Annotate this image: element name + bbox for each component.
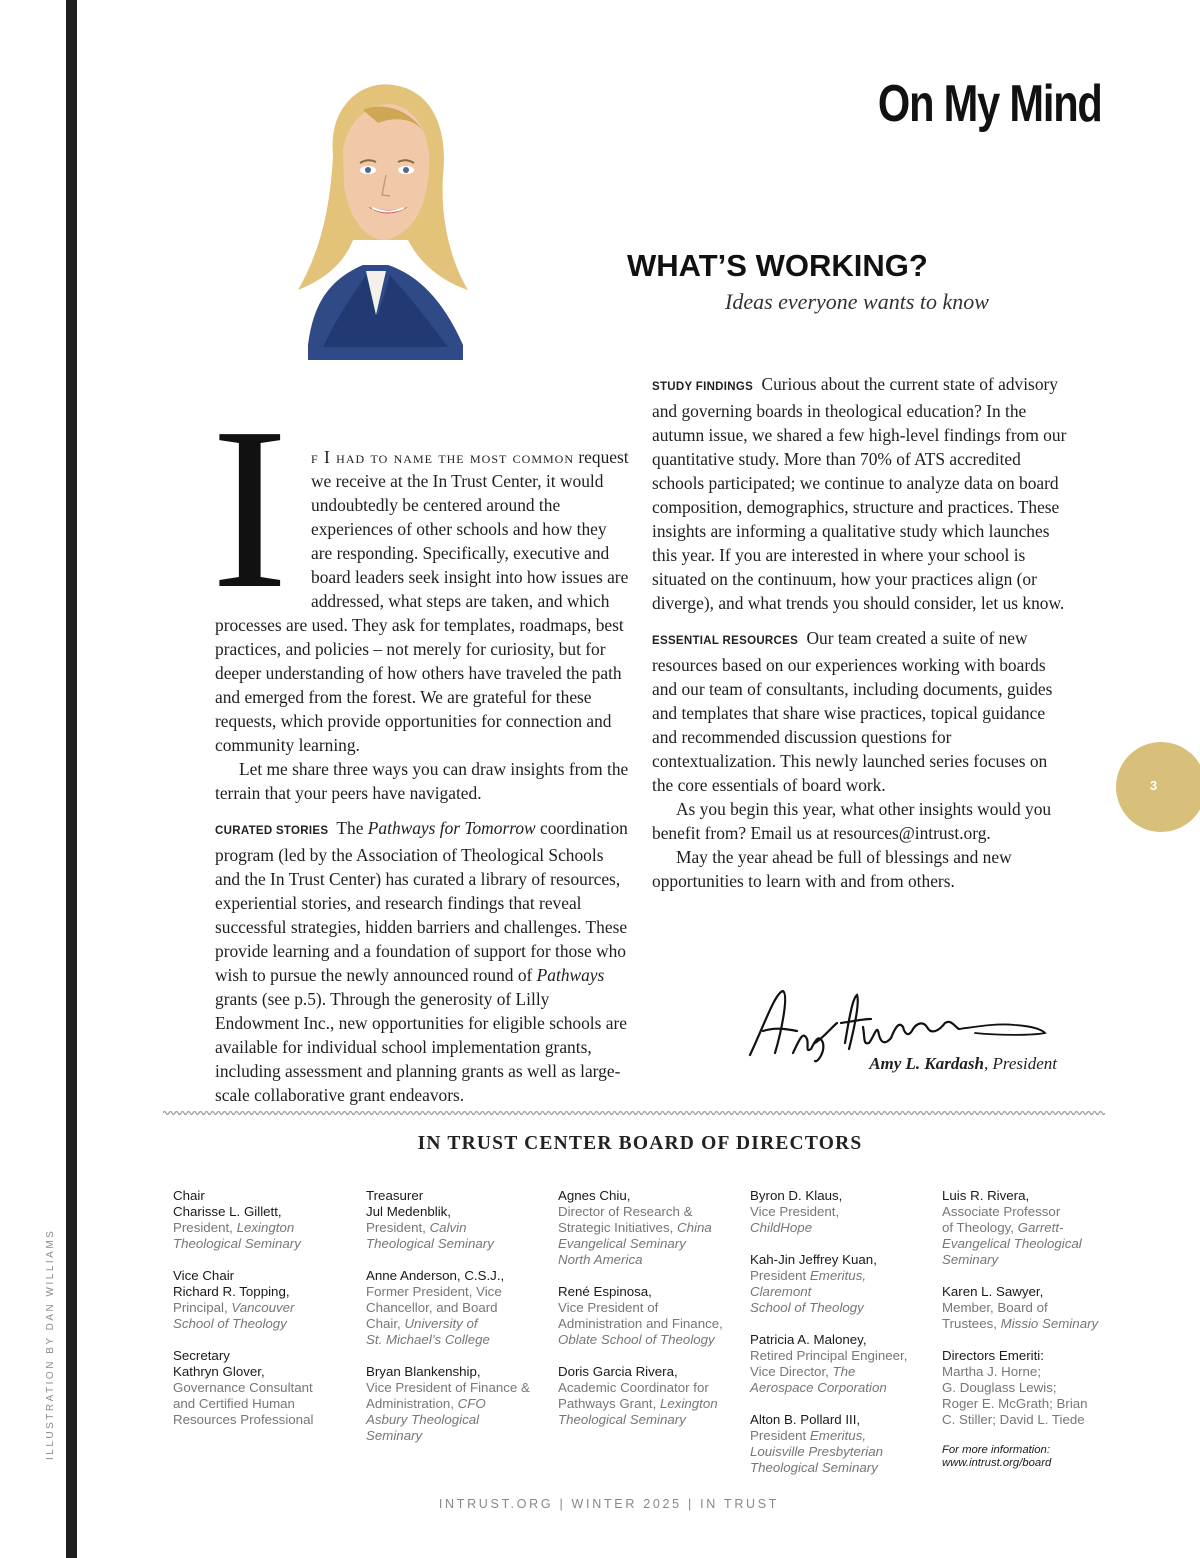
illustration-credit: ILLUSTRATION BY DAN WILLIAMS (45, 1228, 56, 1460)
board-member: Agnes Chiu, Director of Research & Strategic Initiatives, China Evangelical Seminary North America (558, 1188, 712, 1267)
board-member: Kah-Jin Jeffrey Kuan, President Emeritus, Claremont School of Theology (750, 1252, 877, 1315)
board-member: Karen L. Sawyer, Member, Board of Trustees, Missio Seminary (942, 1284, 1099, 1331)
board-member: Bryan Blankenship, Vice President of Finance & Administration, CFO Asbury Theological Seminary (366, 1364, 530, 1443)
board-column-3 (558, 1188, 736, 1444)
more-info-note: For more information: www.intrust.org/board (942, 1444, 1120, 1469)
board-member: Luis R. Rivera, Associate Professor of Theology, Garrett- Evangelical Theological Seminary (942, 1188, 1082, 1267)
signature-caption (869, 1054, 1057, 1074)
page-number-tab (1116, 742, 1200, 832)
signer-title: , President (983, 1054, 1057, 1073)
runin-essential-resources: ESSENTIAL RESOURCES (652, 635, 799, 647)
board-member: Chair Charisse L. Gillett, President, Lexington Theological Seminary (173, 1188, 301, 1251)
board-heading: IN TRUST CENTER BOARD OF DIRECTORS (417, 1133, 863, 1154)
section-curated-stories: CURATED STORIES The Pathways for Tomorrow coordination program (led by the Association of Theological Schools and the In Trust Center) has curated a library of resources, experiential stories, and research findings that reveal successful strategies, hidden barriers and challenges. These provide learning and a foundation of support for those who wish to pursue the newly announced round of Pathways grants (see p.5). Through the generosity of Lilly Endowment Inc., new opportunities for eligible schools are available for individual school implementation grants, including assessment and planning grants as well as large-scale collaborative grant endeavors. (215, 818, 628, 1105)
board-member: Vice Chair Richard R. Topping, Principal, Vancouver School of Theology (173, 1268, 295, 1331)
portrait-illustration (268, 75, 482, 360)
directors-emeriti: Directors Emeriti: Martha J. Horne; G. Douglass Lewis; Roger E. McGrath; Brian C. Stiller; David L. Tiede (942, 1348, 1088, 1427)
handwritten-signature (745, 983, 1055, 1063)
board-member: Treasurer Jul Medenblik, President, Calvin Theological Seminary (366, 1188, 494, 1251)
board-member: René Espinosa, Vice President of Administration and Finance, Oblate School of Theology (558, 1284, 723, 1347)
board-column-2 (366, 1188, 544, 1460)
section-study-findings: STUDY FINDINGS Curious about the current state of advisory and governing boards in theological education? In the autumn issue, we shared a few high-level findings from our quantitative study. More than 70% of ATS accredited schools participated; we continue to analyze data on board composition, demographics, structure and practices. These insights are informing a qualitative study which launches this year. If you are interested in where your school is situated on the continuum, how your practices align (or diverge), and what trends you should consider, let us know. (652, 374, 1067, 613)
board-link[interactable]: www.intrust.org/board (942, 1456, 1052, 1469)
board-member: Secretary Kathryn Glover, Governance Consultant and Certified Human Resources Professional (173, 1348, 314, 1427)
article-column-right (652, 357, 1068, 893)
board-column-1 (173, 1188, 351, 1444)
board-column-5 (942, 1188, 1120, 1469)
board-member: Patricia A. Maloney, Retired Principal Engineer, Vice Director, The Aerospace Corporation (750, 1332, 908, 1395)
drop-cap: I (211, 380, 289, 637)
article-column-left (211, 380, 629, 1107)
intro-text: request we receive at the In Trust Center, it would undoubtedly be centered around the experiences of other schools and how they are responding. Specifically, executive and board leaders seek insight into how issues are addressed, what steps are taken, and which processes are used. They ask for templates, roadmaps, best practices, and policies – not merely for curiosity, but for deeper understanding of how others have traveled the path and emerged from the forest. We are grateful for these requests, which provide opportunities for connection and community learning. (215, 447, 629, 755)
board-member: Alton B. Pollard III, President Emeritus, Louisville Presbyterian Theological Seminary (750, 1412, 884, 1475)
signer-name: Amy L. Kardash (869, 1054, 984, 1073)
section-title: On My Mind (878, 75, 1102, 133)
board-member: Anne Anderson, C.S.J., Former President, Vice Chancellor, and Board Chair, University of St. Michael’s College (366, 1268, 505, 1347)
wavy-divider (163, 1108, 1105, 1118)
board-member: Byron D. Klaus, Vice President, ChildHope (750, 1188, 843, 1235)
board-member: Doris Garcia Rivera, Academic Coordinator for Pathways Grant, Lexington Theological Seminary (558, 1364, 718, 1427)
paragraph-ask: As you begin this year, what other insights would you benefit from? Email us at resources@intrust.org. (652, 799, 1052, 843)
article-headline: WHAT’S WORKING? (627, 248, 928, 283)
paragraph-three-ways: Let me share three ways you can draw insights from the terrain that your peers have navigated. (215, 759, 629, 803)
page-footer: INTRUST.ORG | WINTER 2025 | IN TRUST (438, 1497, 780, 1511)
page-number: 3 (1150, 778, 1158, 793)
left-edge-bar (66, 0, 77, 1558)
section-essential-resources: ESSENTIAL RESOURCES Our team created a suite of new resources based on our experiences working with boards and our team of consultants, including documents, guides and templates that share wise practices, topical guidance and recommended discussion questions for contextualization. This newly launched series focuses on the core essentials of board work. (652, 628, 1053, 795)
runin-study-findings: STUDY FINDINGS (652, 381, 754, 393)
intro-smallcaps: f I had to name the most common (311, 447, 575, 467)
runin-curated-stories: CURATED STORIES (215, 825, 329, 837)
article-subhead: Ideas everyone wants to know (725, 289, 989, 314)
paragraph-close: May the year ahead be full of blessings and new opportunities to learn with and from others. (652, 847, 1012, 891)
board-column-4 (750, 1188, 928, 1492)
